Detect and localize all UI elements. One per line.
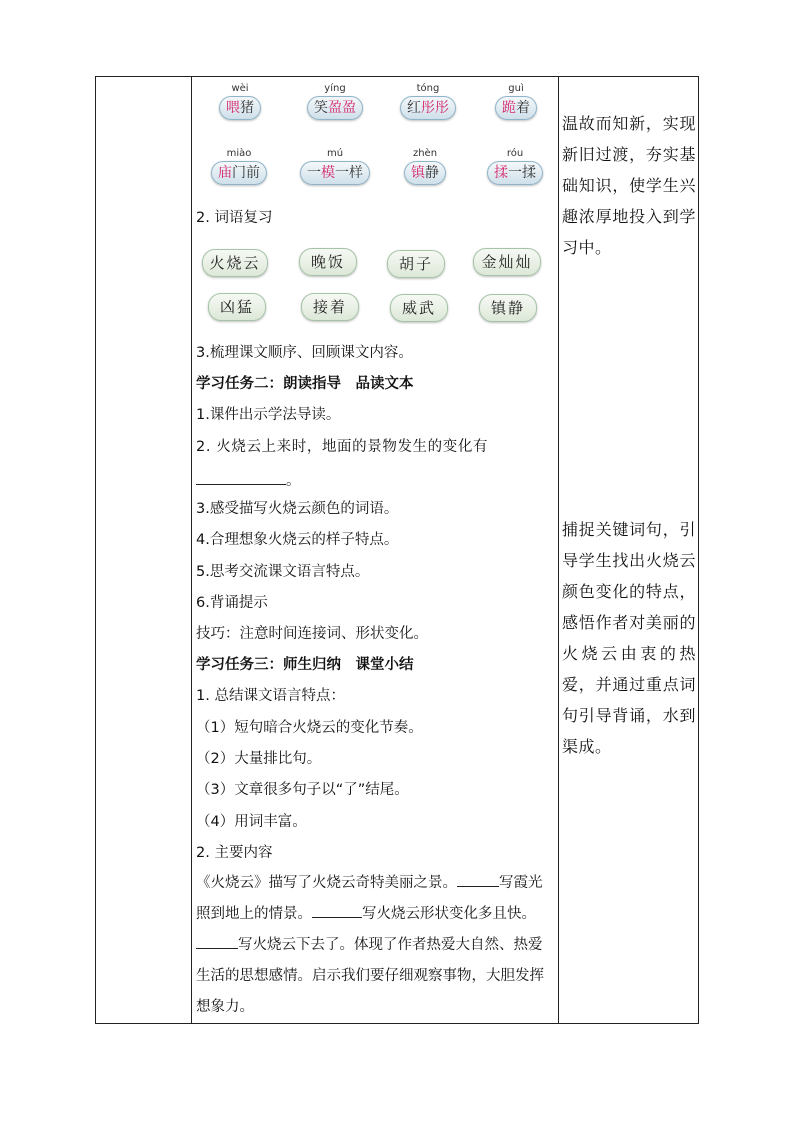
text-line: 3.梳理课文顺序、回顾课文内容。	[196, 345, 413, 361]
text-line: 1. 总结课文语言特点：	[196, 688, 345, 704]
pinyin-label: mú	[326, 148, 344, 159]
word-pill: 一模一样	[300, 161, 370, 185]
word-pill: 跪着	[495, 96, 537, 120]
answer-blank	[196, 470, 286, 485]
review-word-pill: 火烧云	[202, 249, 268, 277]
answer-blank	[196, 934, 238, 949]
text-line: （3）文章很多句子以“了”结尾。	[196, 782, 409, 798]
review-word-pill: 胡子	[387, 250, 445, 278]
lesson-table	[95, 76, 699, 1024]
pinyin-word	[394, 147, 456, 185]
section-heading: 2. 词语复习	[196, 210, 273, 226]
pinyin-label: wèi	[231, 83, 249, 94]
column-divider-left	[191, 77, 192, 1023]
text-line: 2. 火烧云上来时，地面的景物发生的变化有	[196, 439, 489, 455]
text-line: 6.背诵提示	[196, 595, 268, 611]
lesson-content-column	[196, 77, 558, 1023]
teaching-note: 捕捉关键词句，引导学生找出火烧云颜色变化的特点，感悟作者对美丽的火烧云由衷的热爱，并通过重点词句引导背诵，水到渠成。	[562, 520, 696, 756]
text-line: （4）用词丰富。	[196, 814, 307, 830]
task-heading: 学习任务三：师生归纳 课堂小结	[196, 657, 414, 673]
word-pill: 镇静	[404, 161, 446, 185]
summary-paragraph: 《火烧云》描写了火烧云奇特美丽之景。 写霞光照到地上的情景。 写火烧云形状变化多且快。 写火烧云下去了。体现了作者热爱大自然、热爱生活的思想感情。启示我们要仔细观察事物，大胆发挥想象力。	[196, 868, 552, 1023]
fill-blank-line: 。	[196, 470, 301, 490]
pinyin-label: róu	[506, 148, 524, 159]
word-pill: 喂猪	[219, 96, 261, 120]
pinyin-word	[484, 82, 548, 120]
word-pill: 揉一揉	[487, 161, 543, 185]
text-line: 2. 主要内容	[196, 845, 273, 861]
answer-blank	[312, 903, 362, 918]
pinyin-label: guì	[508, 83, 524, 94]
task-heading: 学习任务二：朗读指导 品读文本	[196, 376, 414, 392]
pinyin-word	[210, 82, 270, 120]
pinyin-label: miào	[226, 148, 252, 159]
review-word-pill: 接着	[301, 293, 359, 321]
review-word-pill: 威武	[390, 294, 448, 322]
answer-blank	[457, 872, 499, 887]
pinyin-label: tóng	[416, 83, 440, 94]
text-line: 5.思考交流课文语言特点。	[196, 564, 370, 580]
pinyin-word	[480, 147, 550, 185]
word-pill: 庙门前	[211, 161, 267, 185]
pinyin-label: zhèn	[412, 148, 438, 159]
text-line: （2）大量排比句。	[196, 751, 322, 767]
text-line: 1.课件出示学法导读。	[196, 407, 341, 423]
word-pill: 红彤彤	[400, 96, 456, 120]
pinyin-word	[292, 147, 378, 185]
text-line: 4.合理想象火烧云的样子特点。	[196, 532, 399, 548]
pinyin-word	[299, 82, 371, 120]
word-pill: 笑盈盈	[307, 96, 363, 120]
text-line: 3.感受描写火烧云颜色的词语。	[196, 501, 399, 517]
pinyin-label: yíng	[324, 83, 346, 94]
column-divider-right	[558, 77, 559, 1023]
pinyin-word	[206, 147, 272, 185]
review-word-pill: 镇静	[479, 294, 537, 322]
review-word-pill: 晚饭	[299, 248, 357, 276]
pinyin-word	[392, 82, 464, 120]
text-line: 技巧：注意时间连接词、形状变化。	[196, 626, 428, 642]
review-word-pill: 金灿灿	[473, 248, 541, 276]
review-word-pill: 凶猛	[208, 293, 266, 321]
text-line: （1）短句暗合火烧云的变化节奏。	[196, 720, 423, 736]
teaching-note: 温故而知新，实现新旧过渡，夯实基础知识，使学生兴趣浓厚地投入到学习中。	[562, 114, 696, 257]
